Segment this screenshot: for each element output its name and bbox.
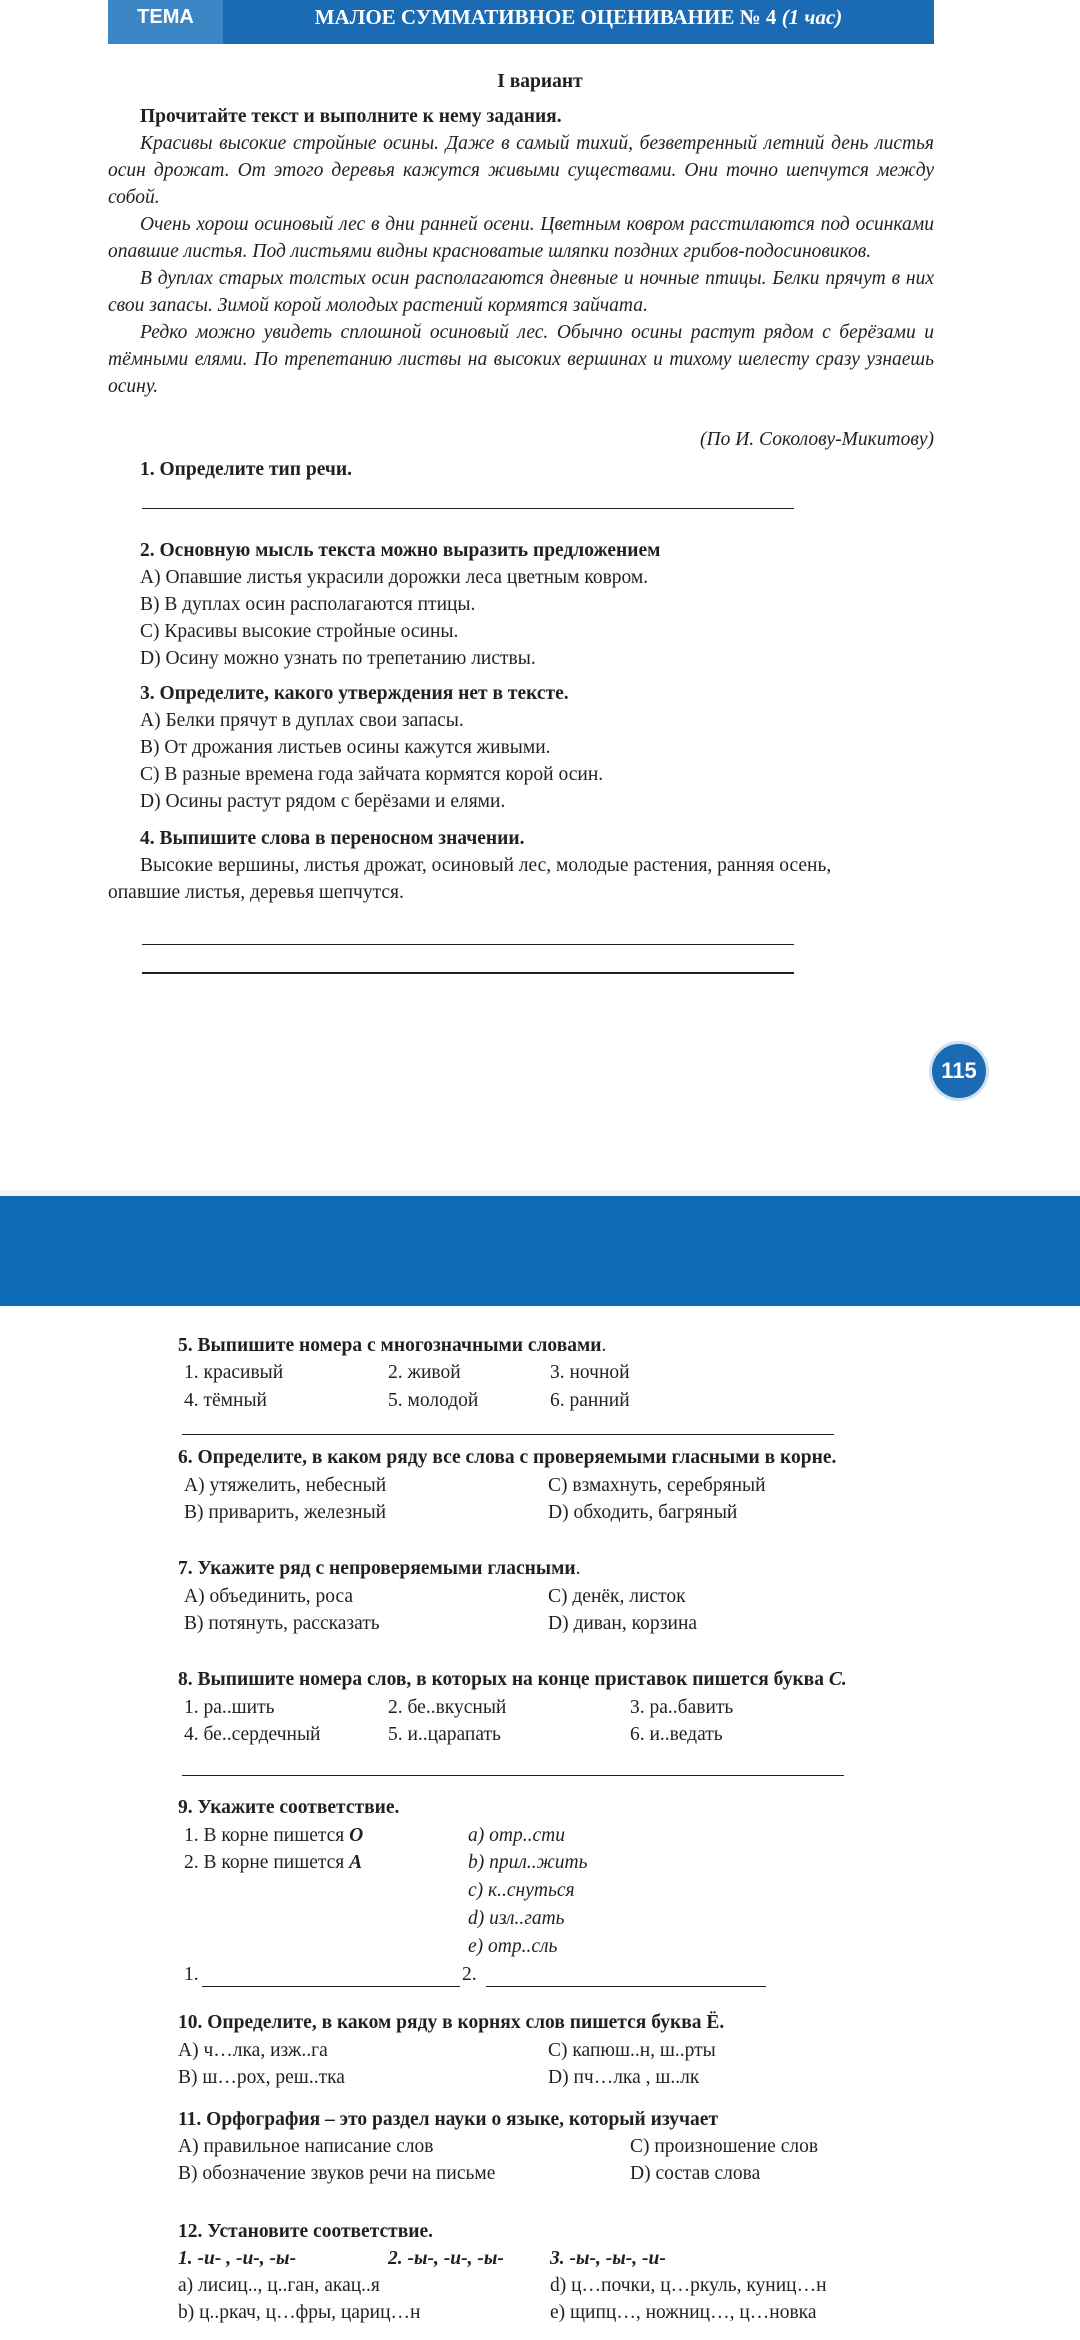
q10-option-c[interactable]: C) капюш..н, ш..рты bbox=[548, 2040, 716, 2061]
q9-right-e: e) отр..сль bbox=[468, 1936, 558, 1957]
q3-title: 3. Определите, какого утверждения нет в тексте. bbox=[140, 683, 569, 704]
q7-option-c[interactable]: C) денёк, листок bbox=[548, 1586, 686, 1607]
q10-option-b[interactable]: B) ш…рох, реш..тка bbox=[178, 2067, 345, 2088]
q12-option-b: b) ц..ркач, ц…фры, цариц…н bbox=[178, 2302, 421, 2323]
q6-option-d[interactable]: D) обходить, багряный bbox=[548, 1502, 738, 1523]
q9-letter-o: О bbox=[349, 1825, 364, 1846]
q7-option-d[interactable]: D) диван, корзина bbox=[548, 1613, 698, 1634]
q8-item-4: 4. бе..сердечный bbox=[184, 1724, 321, 1745]
q5-item-1: 1. красивый bbox=[184, 1362, 284, 1383]
q12-option-d: d) ц…почки, ц…ркуль, куниц…н bbox=[550, 2275, 827, 2296]
q3-option-a[interactable]: A) Белки прячут в дуплах свои запасы. bbox=[140, 710, 464, 731]
q5-item-2: 2. живой bbox=[388, 1362, 461, 1383]
q8-item-6: 6. и..ведать bbox=[630, 1724, 723, 1745]
q7-title: 7. Укажите ряд с непроверяемыми гласными. bbox=[178, 1558, 581, 1579]
paragraph-4: Редко можно увидеть сплошной осиновый лес. Обычно осины растут рядом с берёзами и тёмными елями. По трепетанию листвы на высоких вершинах и тихому шелесту сразу узнаешь осину. bbox=[108, 322, 934, 397]
q6-option-a[interactable]: A) утяжелить, небесный bbox=[184, 1475, 387, 1496]
q7-option-a[interactable]: A) объединить, роса bbox=[184, 1586, 354, 1607]
q4-text-line1: Высокие вершины, листья дрожат, осиновый лес, молодые растения, ранняя осень, bbox=[140, 855, 832, 876]
q10-option-a[interactable]: A) ч…лка, изж..га bbox=[178, 2040, 328, 2061]
reading-text bbox=[108, 130, 934, 400]
header-title: МАЛОЕ СУММАТИВНОЕ ОЦЕНИВАНИЕ № 4 (1 час) bbox=[314, 5, 843, 29]
q2-option-a[interactable]: A) Опавшие листья украсили дорожки леса цветным ковром. bbox=[140, 567, 649, 588]
q2-option-c[interactable]: C) Красивы высокие стройные осины. bbox=[140, 621, 459, 642]
q9-answer-line-1[interactable] bbox=[202, 1986, 460, 1987]
q9-left-2: 2. В корне пишется А bbox=[184, 1852, 363, 1873]
paragraph-3: В дуплах старых толстых осин располагаются дневные и ночные птицы. Белки прячут в них свои запасы. Зимой корой молодых растений кормятся зайчата. bbox=[108, 268, 934, 316]
q7-option-b[interactable]: B) потянуть, рассказать bbox=[184, 1613, 380, 1634]
q1-title: 1. Определите тип речи. bbox=[140, 459, 352, 480]
q4-answer-line-2[interactable] bbox=[142, 972, 794, 974]
q8-answer-line[interactable] bbox=[182, 1775, 844, 1776]
q11-option-c[interactable]: C) произношение слов bbox=[630, 2136, 819, 2157]
q12-header-2: 2. -ы-, -и-, -ы- bbox=[388, 2248, 504, 2269]
q6-option-b[interactable]: B) приварить, железный bbox=[184, 1502, 387, 1523]
q2-option-b[interactable]: B) В дуплах осин располагаются птицы. bbox=[140, 594, 476, 615]
q6-title: 6. Определите, в каком ряду все слова с проверяемыми гласными в корне. bbox=[178, 1447, 837, 1468]
q10-title: 10. Определите, в каком ряду в корнях слов пишется буква Ё. bbox=[178, 2012, 725, 2033]
q5-item-3: 3. ночной bbox=[550, 1362, 630, 1383]
q4-answer-line-1[interactable] bbox=[142, 944, 794, 945]
q4-title: 4. Выпишите слова в переносном значении. bbox=[140, 828, 525, 849]
q12-option-e: e) щипц…, ножниц…, ц…новка bbox=[550, 2302, 817, 2323]
q9-answer-label-2: 2. bbox=[462, 1964, 477, 1985]
q3-option-b[interactable]: B) От дрожания листьев осины кажутся живыми. bbox=[140, 737, 551, 758]
paragraph-1: Красивы высокие стройные осины. Даже в самый тихий, безветренный летний день листья осин дрожат. От этого деревья кажутся живыми существами. Они точно шепчутся между собой. bbox=[108, 133, 934, 208]
q8-item-2: 2. бе..вкусный bbox=[388, 1697, 507, 1718]
q11-option-b[interactable]: B) обозначение звуков речи на письме bbox=[178, 2163, 496, 2184]
q9-letter-a: А bbox=[349, 1852, 363, 1873]
q5-answer-line[interactable] bbox=[182, 1434, 834, 1435]
q2-title: 2. Основную мысль текста можно выразить предложением bbox=[140, 540, 661, 561]
q1-answer-line[interactable] bbox=[142, 508, 794, 509]
q8-letter: С. bbox=[828, 1669, 847, 1690]
q11-title: 11. Орфография – это раздел науки о языке, который изучает bbox=[178, 2109, 719, 2130]
q2-option-d[interactable]: D) Осину можно узнать по трепетанию листвы. bbox=[140, 648, 536, 669]
q3-option-c[interactable]: C) В разные времена года зайчата кормятся корой осин. bbox=[140, 764, 604, 785]
q5-item-5: 5. молодой bbox=[388, 1390, 479, 1411]
page-number-badge: 115 bbox=[932, 1044, 986, 1098]
source-attribution: (По И. Соколову-Микитову) bbox=[700, 429, 934, 450]
q5-item-6: 6. ранний bbox=[550, 1390, 630, 1411]
q5-title: 5. Выпишите номера с многозначными словами. bbox=[178, 1335, 607, 1356]
q12-title: 12. Установите соответствие. bbox=[178, 2221, 434, 2242]
q5-item-4: 4. тёмный bbox=[184, 1390, 267, 1411]
q11-option-a[interactable]: A) правильное написание слов bbox=[178, 2136, 434, 2157]
instruction: Прочитайте текст и выполните к нему задания. bbox=[140, 106, 562, 127]
page-116 bbox=[0, 1196, 1080, 2340]
paragraph-2: Очень хорош осиновый лес в дни ранней осени. Цветным ковром расстилаются под осинками опавшие листья. Под листьями видны красноватые шляпки поздних грибов-подосиновиков. bbox=[108, 214, 934, 262]
q9-right-a: a) отр..сти bbox=[468, 1825, 565, 1846]
q10-option-d[interactable]: D) пч…лка , ш..лк bbox=[548, 2067, 700, 2088]
q9-left-1: 1. В корне пишется О bbox=[184, 1825, 364, 1846]
q9-answer-line-2[interactable] bbox=[486, 1986, 766, 1987]
q9-right-c: c) к..снуться bbox=[468, 1880, 575, 1901]
q8-title: 8. Выпишите номера слов, в которых на конце приставок пишется буква С. bbox=[178, 1669, 847, 1690]
header-title-suffix: (1 час) bbox=[781, 5, 843, 29]
q9-right-b: b) прил..жить bbox=[468, 1852, 588, 1873]
header-band bbox=[0, 1196, 1080, 1306]
q8-item-3: 3. ра..бавить bbox=[630, 1697, 734, 1718]
q8-item-5: 5. и..царапать bbox=[388, 1724, 501, 1745]
header-bar bbox=[108, 0, 934, 44]
q12-header-1: 1. -и- , -и-, -ы- bbox=[178, 2248, 297, 2269]
q11-option-d[interactable]: D) состав слова bbox=[630, 2163, 761, 2184]
q6-option-c[interactable]: C) взмахнуть, серебряный bbox=[548, 1475, 766, 1496]
q3-option-d[interactable]: D) Осины растут рядом с берёзами и елями. bbox=[140, 791, 506, 812]
q9-title: 9. Укажите соответствие. bbox=[178, 1797, 400, 1818]
q8-item-1: 1. ра..шить bbox=[184, 1697, 275, 1718]
q12-option-a: a) лисиц.., ц..ган, акац..я bbox=[178, 2275, 380, 2296]
q4-text-line2: опавшие листья, деревья шепчутся. bbox=[108, 882, 404, 903]
tema-label: ТЕМА bbox=[108, 0, 223, 44]
q9-right-d: d) изл..гать bbox=[468, 1908, 565, 1929]
variant-title: I вариант bbox=[497, 71, 583, 92]
q12-header-3: 3. -ы-, -ы-, -и- bbox=[550, 2248, 666, 2269]
q9-answer-label-1: 1. bbox=[184, 1964, 199, 1985]
